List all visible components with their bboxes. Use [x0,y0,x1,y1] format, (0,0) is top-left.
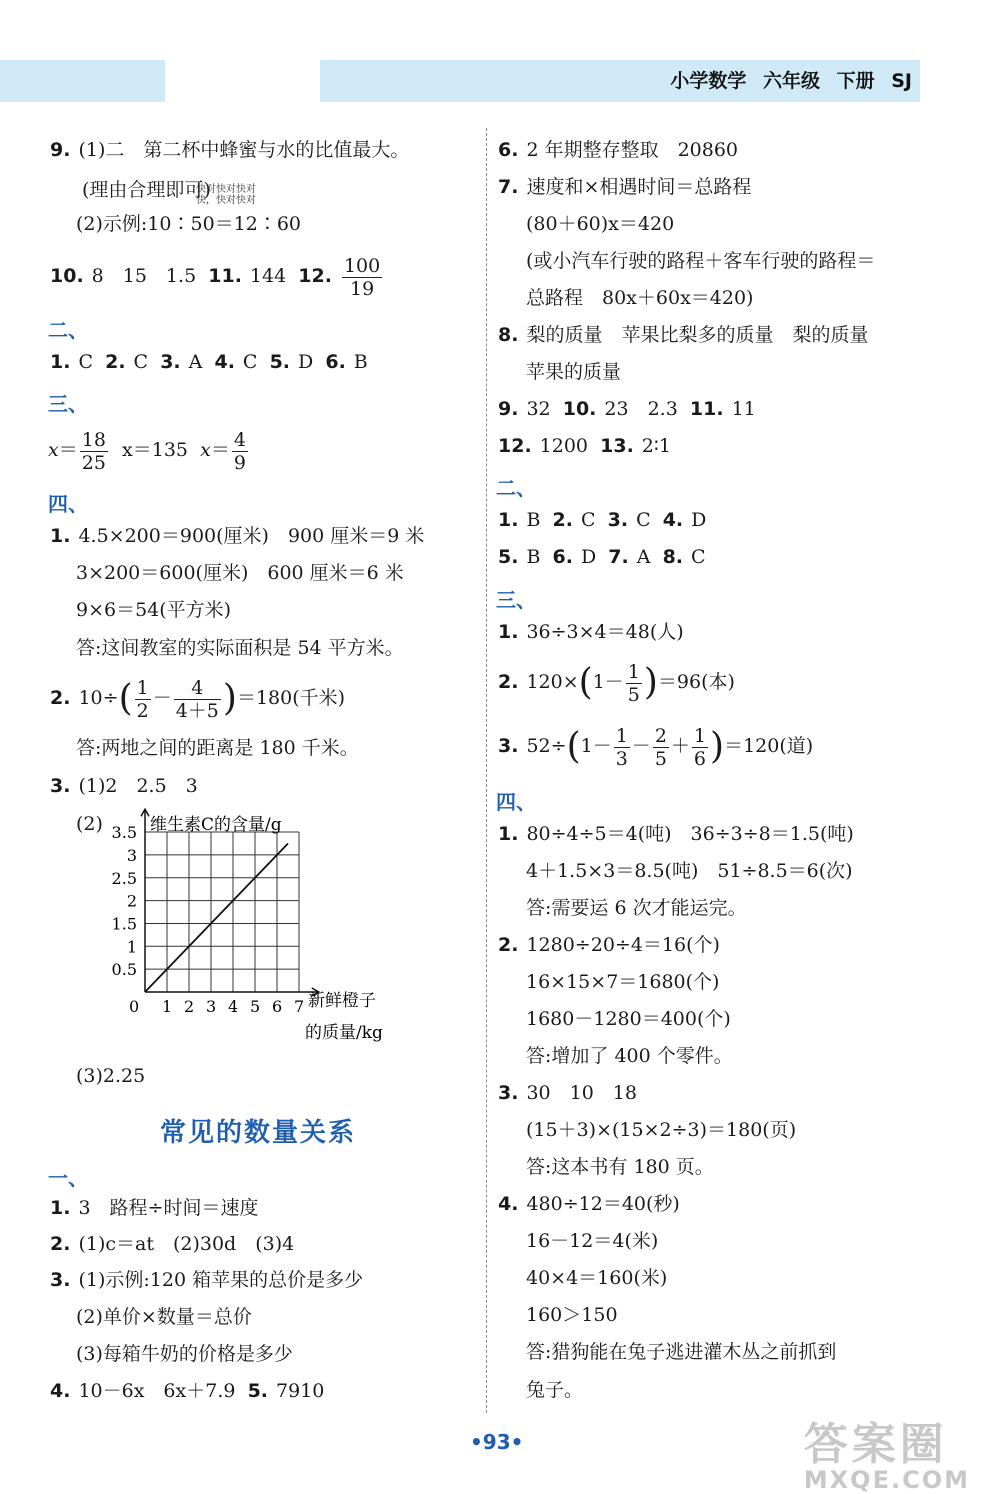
q10-12: 10. 8 15 1.5 11. 144 12. $\frac{100}{19}$ [50,254,381,300]
section-4-right: 四、 [496,790,536,814]
chart-y-tick-label: 3.5 [111,823,137,843]
q9-reason: (理由合理即可) [82,179,211,201]
d1-line2: 4＋1.5×3＝8.5(吨) 51÷8.5＝6(次) [526,860,853,882]
b3-line2: (2)单价×数量＝总价 [76,1306,252,1328]
d3-line2: (15＋3)×(15×2÷3)＝180(页) [526,1119,797,1141]
a1-line2: 3×200＝600(厘米) 600 厘米＝6 米 [76,562,404,584]
header-labels [670,66,912,93]
c3: 3. 52÷(1－ $\frac{1}{3}$ － $\frac{2}{5}$ ＋ $\frac{1}{6}$ )＝120(道) [498,724,814,770]
header-subject: 小学数学 [670,70,747,92]
chart-y-tick-label: 0.5 [111,960,137,980]
d1-answer: 答:需要运 6 次才能运完。 [526,897,747,919]
a1-line3: 9×6＝54(平方米) [76,599,232,621]
chart-series-line [145,843,288,992]
a2-expression: 2. 10÷( $\frac{1}{2}$ － $\frac{4}{4+5}$ )＝180(千米) [50,676,346,722]
header-grade: 六年级 [762,70,820,92]
q9-line1: 9. (1)二 第二杯中蜂蜜与水的比值最大。 [50,139,410,161]
section-2-right: 二、 [496,476,536,500]
r12-13: 12. 1200 13. 2∶1 [498,435,671,457]
b3-line3: (3)每箱牛奶的价格是多少 [76,1343,293,1365]
chart-y-axis-label: 维生素C的含量/g [150,815,282,835]
choice-answers-right-1: 1. B 2. C 3. C 4. D [498,509,707,531]
choice-answers-left: 1. C 2. C 3. A 4. C 5. D 6. B [50,351,368,373]
r9-11: 9. 32 10. 23 2.3 11. 11 [498,398,756,420]
section-3-left: 三、 [48,392,88,416]
column-divider [486,128,487,1413]
chart-x-axis-label-line2: 的质量/kg [305,1023,383,1043]
section-1-lower: 一、 [48,1166,88,1190]
watermark [804,1408,970,1494]
chart-y-tick-label: 1.5 [111,914,137,934]
a1-line1: 1. 4.5×200＝900(厘米) 900 厘米＝9 米 [50,525,425,547]
r7-line3: (或小汽车行驶的路程＋客车行驶的路程＝ [526,250,876,272]
chart-x-tick-label: 4 [228,997,239,1016]
chart-x-tick-label: 5 [250,997,261,1016]
chart-x-tick-label: 0 [129,997,140,1016]
q12-fraction: $\frac{100}{19}$ [343,254,381,300]
chart-x-tick-label: 6 [272,997,283,1016]
page-number: •93• [470,1430,524,1454]
d4-answer-line1: 答:猎狗能在兔子逃进灌木丛之前抓到 [526,1341,837,1363]
c1: 1. 36÷3×4＝48(人) [498,621,684,643]
c2: 2. 120×(1－ $\frac{1}{5}$ )＝96(本) [498,660,735,706]
chart-x-axis-label-line1: 新鲜橙子 [308,991,376,1011]
watermark-logo-text: 答案圈 [803,1419,948,1470]
d1-line1: 1. 80÷4÷5＝4(吨) 36÷3÷8＝1.5(吨) [498,823,854,845]
q9-part2: (2)示例:10∶50＝12∶60 [76,213,302,235]
a3-part2: (2) [76,813,103,835]
header-edition: SJ [891,70,912,92]
d2-line1: 2. 1280÷20÷4＝16(个) [498,934,720,956]
r6: 6. 2 年期整存整取 20860 [498,139,739,161]
header-volume: 下册 [836,70,875,92]
a1-answer: 答:这间教室的实际面积是 54 平方米。 [76,637,404,659]
vitamin-c-chart [100,800,440,1050]
d3-answer: 答:这本书有 180 页。 [526,1156,714,1178]
chart-x-tick-label: 7 [294,997,305,1016]
section-4-left: 四、 [48,492,88,516]
b3-line1: 3. (1)示例:120 箱苹果的总价是多少 [50,1269,364,1291]
chart-y-tick-label: 2.5 [111,868,137,888]
section-3-right: 三、 [496,588,536,612]
r8-line2: 苹果的质量 [526,361,622,383]
choice-answers-right-2: 5. B 6. D 7. A 8. C [498,546,706,568]
d4-line3: 40×4＝160(米) [526,1267,668,1289]
b2: 2. (1)c＝at (2)30d (3)4 [50,1233,295,1255]
chart-y-tick-label: 3 [126,845,137,865]
q9-handwritten-note: 快对快对快对 快，快对快对 [196,184,256,206]
watermark-url: MXQE.COM [803,1466,970,1494]
b4-b5: 4. 10－6x 6x＋7.9 5. 7910 [50,1380,325,1402]
chart-x-tick-label: 3 [206,997,217,1016]
header-band-left [0,60,165,102]
d4-line1: 4. 480÷12＝40(秒) [498,1193,680,1215]
chart-y-tick-label: 1 [126,937,137,957]
r8-line1: 8. 梨的质量 苹果比梨多的质量 梨的质量 [498,324,869,346]
chart-y-tick-label: 2 [126,891,137,911]
r7-line2: (80＋60)x＝420 [526,213,675,235]
d2-line2: 16×15×7＝1680(个) [526,971,720,993]
d3-line1: 3. 30 10 18 [498,1082,637,1104]
d2-answer: 答:增加了 400 个零件。 [526,1045,733,1067]
d4-line2: 16－12＝4(米) [526,1230,659,1252]
chart-x-tick-label: 1 [162,997,173,1016]
d4-line4: 160＞150 [526,1304,618,1326]
a3-part3: (3)2.25 [76,1065,146,1087]
d2-line3: 1680－1280＝400(个) [526,1008,731,1030]
a3-part1: 3. (1)2 2.5 3 [50,775,198,797]
equation-answers: x＝ $\frac{18}{25}$ x＝135 x＝ $\frac{4}{9}$ [48,428,246,474]
section-2-left: 二、 [48,318,88,342]
chart-x-tick-label: 2 [184,997,195,1016]
r7-line1: 7. 速度和×相遇时间＝总路程 [498,176,752,198]
section-title: 常见的数量关系 [160,1118,357,1148]
r7-line4: 总路程 80x＋60x＝420) [526,287,754,309]
a2-answer: 答:两地之间的距离是 180 千米。 [76,737,359,759]
b1: 1. 3 路程÷时间＝速度 [50,1197,259,1219]
d4-answer-line2: 兔子。 [526,1379,584,1401]
